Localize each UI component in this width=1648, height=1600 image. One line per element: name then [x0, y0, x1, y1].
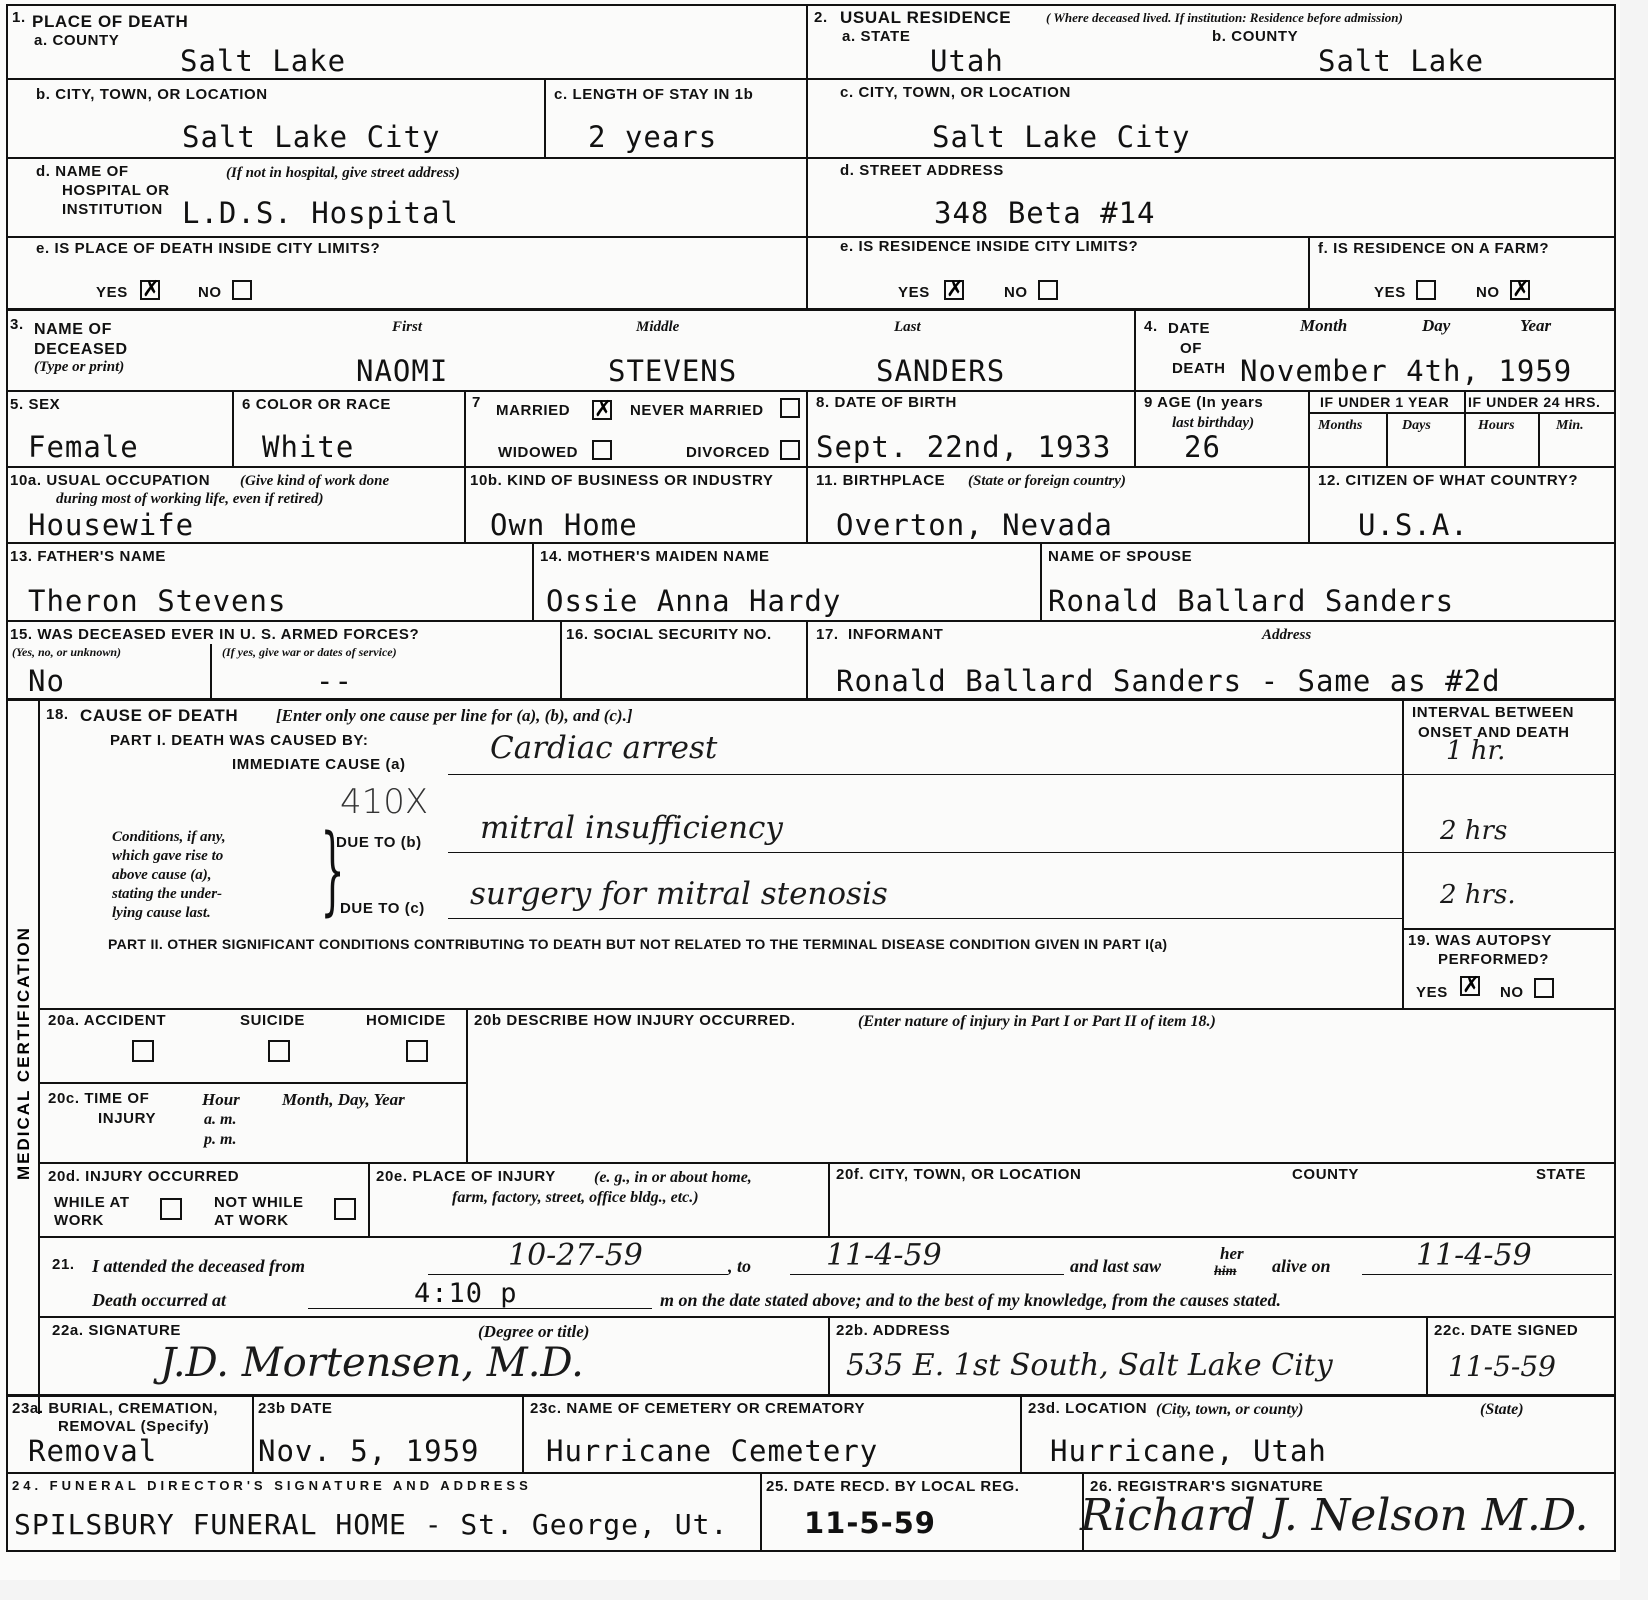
cemetery-location-note: (City, town, or county)	[1156, 1401, 1304, 1418]
funeral-director: SPILSBURY FUNERAL HOME - St. George, Ut.	[14, 1508, 729, 1541]
residence-state: Utah	[930, 44, 1004, 78]
suicide-checkbox[interactable]	[268, 1040, 290, 1062]
place-of-death-heading: PLACE OF DEATH	[32, 12, 189, 31]
am-label: a. m.	[204, 1111, 237, 1128]
place-of-injury-label: 20e. PLACE OF INJURY	[376, 1168, 556, 1185]
informant-label: INFORMANT	[848, 626, 944, 643]
due-to-c-label: DUE TO (c)	[340, 900, 425, 917]
armed-forces-note-2: (If yes, give war or dates of service)	[222, 645, 397, 659]
name-label-2: DECEASED	[34, 341, 128, 358]
homicide-label: HOMICIDE	[366, 1012, 446, 1029]
hours-label: Hours	[1478, 418, 1515, 433]
attended-from: 10-27-59	[508, 1238, 643, 1273]
describe-injury-note: (Enter nature of injury in Part I or Part II of item 18.)	[858, 1013, 1216, 1030]
age-label-1: 9 AGE (In years	[1144, 394, 1264, 411]
registrar-signature: Richard J. Nelson M.D.	[1080, 1490, 1589, 1541]
residence-note: ( Where deceased lived. If institution: Residence before admission)	[1046, 10, 1403, 25]
cause-of-death-heading: CAUSE OF DEATH	[80, 706, 239, 725]
business: Own Home	[490, 508, 638, 542]
date-label-2: OF	[1180, 340, 1203, 357]
residence-limits-label: e. IS RESIDENCE INSIDE CITY LIMITS?	[840, 238, 1139, 255]
not-while-work-1: NOT WHILE	[214, 1194, 304, 1211]
farm-label: f. IS RESIDENCE ON A FARM?	[1318, 240, 1550, 257]
no-label: NO	[198, 284, 222, 301]
under-24-label: IF UNDER 24 HRS.	[1468, 394, 1601, 410]
divorced-checkbox[interactable]	[780, 440, 800, 460]
pm-label: p. m.	[204, 1131, 237, 1148]
burial-date-label: 23b DATE	[258, 1400, 333, 1417]
not-while-work-2: AT WORK	[214, 1212, 289, 1229]
physician-address-label: 22b. ADDRESS	[836, 1322, 951, 1339]
street-address: 348 Beta #14	[934, 196, 1156, 230]
informant: Ronald Ballard Sanders - Same as #2d	[836, 664, 1501, 698]
item-3-number: 3.	[10, 316, 24, 333]
residence-city-label: c. CITY, TOWN, OR LOCATION	[840, 84, 1071, 101]
injury-city-label: 20f. CITY, TOWN, OR LOCATION	[836, 1166, 1082, 1183]
hospital-name: L.D.S. Hospital	[182, 196, 459, 230]
interval-label-2: ONSET AND DEATH	[1418, 724, 1570, 741]
residence-county: Salt Lake	[1318, 44, 1485, 78]
item-1-number: 1.	[12, 9, 26, 26]
divorced-label: DIVORCED	[686, 444, 770, 461]
autopsy-no-label: NO	[1500, 984, 1524, 1001]
immediate-cause: Cardiac arrest	[490, 730, 718, 766]
armed-forces: No	[28, 664, 65, 698]
first-label: First	[392, 319, 423, 335]
cemetery-name: Hurricane Cemetery	[546, 1434, 879, 1468]
sex: Female	[28, 430, 139, 464]
place-of-injury-note-1: (e. g., in or about home,	[594, 1169, 752, 1186]
item-17-number: 17.	[816, 626, 839, 643]
residence-state-label: a. STATE	[842, 28, 911, 45]
burial-date: Nov. 5, 1959	[258, 1434, 480, 1468]
conditions-line-3: above cause (a),	[112, 867, 212, 883]
due-to-b-label: DUE TO (b)	[336, 834, 422, 851]
item-4-number: 4.	[1144, 318, 1158, 335]
time-of-death: 4:10 p	[414, 1278, 518, 1309]
degree-label: (Degree or title)	[478, 1322, 590, 1341]
date-received: 11-5-59	[804, 1506, 936, 1540]
last-label: Last	[894, 319, 921, 335]
length-of-stay: 2 years	[588, 120, 718, 154]
accident-label: 20a. ACCIDENT	[48, 1012, 167, 1029]
not-while-work-checkbox[interactable]	[334, 1198, 356, 1220]
describe-injury-label: 20b DESCRIBE HOW INJURY OCCURRED.	[474, 1012, 796, 1029]
business-label: 10b. KIND OF BUSINESS OR INDUSTRY	[470, 472, 774, 489]
accident-checkbox[interactable]	[132, 1040, 154, 1062]
physician-signature: J.D. Mortensen, M.D.	[160, 1340, 584, 1386]
conditions-line-5: lying cause last.	[112, 905, 211, 921]
immediate-cause-label: IMMEDIATE CAUSE (a)	[232, 756, 406, 773]
cemetery-location-label: 23d. LOCATION	[1028, 1400, 1148, 1417]
autopsy-no-checkbox[interactable]	[1534, 978, 1554, 998]
residence-limits-yes-checkbox[interactable]: ✗	[946, 277, 965, 302]
attestation-text: m on the date stated above; and to the best of my knowledge, from the causes stated.	[660, 1290, 1281, 1310]
physician-address: 535 E. 1st South, Salt Lake City	[846, 1348, 1333, 1383]
race-label: 6 COLOR OR RACE	[242, 396, 392, 413]
residence-county-label: b. COUNTY	[1212, 28, 1299, 45]
street-address-label: d. STREET ADDRESS	[840, 162, 1004, 179]
to-label: , to	[728, 1256, 752, 1276]
armed-forces-label: 15. WAS DECEASED EVER IN U. S. ARMED FORCES?	[10, 626, 420, 643]
her-label: her	[1220, 1244, 1244, 1263]
while-at-work-1: WHILE AT	[54, 1194, 130, 1211]
place-of-injury-note-2: farm, factory, street, office bldg., etc.)	[452, 1189, 699, 1206]
time-of-injury-label-1: 20c. TIME OF	[48, 1090, 150, 1107]
injury-occurred-label: 20d. INJURY OCCURRED	[48, 1168, 240, 1185]
citizen-label: 12. CITIZEN OF WHAT COUNTRY?	[1318, 472, 1579, 489]
death-city: Salt Lake City	[182, 120, 441, 154]
autopsy-label-2: PERFORMED?	[1438, 951, 1549, 968]
hospital-label-2: HOSPITAL OR	[62, 182, 170, 199]
conditions-line-4: stating the under-	[112, 886, 223, 902]
date-signed: 11-5-59	[1448, 1350, 1556, 1383]
occupation-note-2: during most of working life, even if retired)	[56, 491, 324, 507]
year-label: Year	[1520, 316, 1552, 335]
due-to-b: mitral insufficiency	[480, 810, 783, 846]
min-label: Min.	[1556, 418, 1584, 433]
days-label: Days	[1402, 418, 1431, 433]
mother-maiden-name: Ossie Anna Hardy	[546, 584, 842, 618]
yes-label: YES	[96, 284, 128, 301]
day-label: Day	[1422, 316, 1451, 335]
injury-state-label: STATE	[1536, 1166, 1586, 1183]
race: White	[262, 430, 355, 464]
death-county: Salt Lake	[180, 44, 347, 78]
age-label-2: last birthday)	[1172, 415, 1255, 431]
date-label-3: DEATH	[1172, 360, 1226, 377]
autopsy-label-1: 19. WAS AUTOPSY	[1408, 932, 1553, 949]
cemetery-location: Hurricane, Utah	[1050, 1434, 1327, 1468]
last-saw-label: and last saw	[1070, 1256, 1162, 1276]
death-limits-yes-checkbox[interactable]: ✗	[142, 277, 161, 302]
residence-city: Salt Lake City	[932, 120, 1191, 154]
injury-county-label: COUNTY	[1292, 1166, 1359, 1183]
attended-to: 11-4-59	[826, 1238, 942, 1273]
death-limits-no-checkbox[interactable]	[232, 280, 252, 300]
bracket: }	[320, 814, 345, 926]
armed-forces-note-1: (Yes, no, or unknown)	[12, 645, 122, 659]
cemetery-state-label: (State)	[1480, 1401, 1524, 1418]
date-label-1: DATE	[1168, 320, 1211, 337]
occupation-note-1: (Give kind of work done	[240, 473, 390, 489]
hospital-label-3: INSTITUTION	[62, 201, 163, 218]
cause-note: [Enter only one cause per line for (a), (b), and (c).]	[276, 706, 633, 725]
autopsy-yes-checkbox[interactable]: ✗	[1462, 973, 1481, 998]
ssn-label: 16. SOCIAL SECURITY NO.	[566, 626, 772, 643]
yes-label: YES	[1374, 284, 1406, 301]
married-checkbox[interactable]: ✗	[594, 397, 613, 422]
date-received-label: 25. DATE RECD. BY LOCAL REG.	[766, 1478, 1020, 1495]
item-18-number: 18.	[46, 706, 69, 723]
interval-label-1: INTERVAL BETWEEN	[1412, 704, 1575, 721]
occupation: Housewife	[28, 508, 195, 542]
hospital-label-1: d. NAME OF	[36, 163, 129, 180]
month-day-year-label: Month, Day, Year	[282, 1090, 405, 1109]
signature-label: 22a. SIGNATURE	[52, 1322, 181, 1339]
birthplace: Overton, Nevada	[836, 508, 1113, 542]
never-married-label: NEVER MARRIED	[630, 402, 764, 419]
last-seen-alive: 11-4-59	[1416, 1238, 1532, 1273]
date-signed-label: 22c. DATE SIGNED	[1434, 1322, 1579, 1339]
farm-yes-checkbox[interactable]	[1416, 280, 1436, 300]
length-of-stay-label: c. LENGTH OF STAY IN 1b	[554, 86, 754, 103]
birthplace-note: (State or foreign country)	[968, 473, 1126, 489]
time-of-injury-label-2: INJURY	[98, 1110, 157, 1127]
spouse-label: NAME OF SPOUSE	[1048, 548, 1193, 565]
father-label: 13. FATHER'S NAME	[10, 548, 167, 565]
never-married-checkbox[interactable]	[780, 398, 800, 418]
medical-certification-side-label: MEDICAL CERTIFICATION	[14, 926, 33, 1180]
while-at-work-checkbox[interactable]	[160, 1198, 182, 1220]
middle-name: STEVENS	[608, 354, 738, 388]
homicide-checkbox[interactable]	[406, 1040, 428, 1062]
no-label: NO	[1476, 284, 1500, 301]
death-occurred-label: Death occurred at	[92, 1290, 226, 1310]
last-name: SANDERS	[876, 354, 1006, 388]
suicide-label: SUICIDE	[240, 1012, 306, 1029]
residence-heading: USUAL RESIDENCE	[840, 8, 1012, 27]
alive-on-label: alive on	[1272, 1256, 1331, 1276]
hospital-note: (If not in hospital, give street address)	[226, 165, 460, 181]
farm-no-checkbox[interactable]: ✗	[1512, 277, 1531, 302]
cause-code: 410X	[340, 782, 429, 822]
conditions-line-2: which gave rise to	[112, 848, 224, 864]
item-21-number: 21.	[52, 1256, 75, 1273]
sex-label: 5. SEX	[10, 396, 61, 413]
widowed-label: WIDOWED	[498, 444, 579, 461]
cemetery-label: 23c. NAME OF CEMETERY OR CREMATORY	[530, 1400, 866, 1417]
widowed-checkbox[interactable]	[592, 440, 612, 460]
month-label: Month	[1300, 316, 1348, 335]
middle-label: Middle	[636, 319, 680, 335]
name-label-3: (Type or print)	[34, 359, 125, 375]
months-label: Months	[1318, 418, 1363, 433]
hour-label: Hour	[202, 1090, 240, 1109]
father-name: Theron Stevens	[28, 584, 287, 618]
birthplace-label: 11. BIRTHPLACE	[816, 472, 946, 489]
due-to-c-interval: 2 hrs.	[1440, 880, 1516, 910]
disposition: Removal	[28, 1434, 158, 1468]
autopsy-yes-label: YES	[1416, 984, 1448, 1001]
part2-label: PART II. OTHER SIGNIFICANT CONDITIONS CONTRIBUTING TO DEATH BUT NOT RELATED TO THE TERMINAL DISEASE CONDITION GIVEN IN PART I(a)	[108, 936, 1168, 952]
funeral-director-label: 24. FUNERAL DIRECTOR'S SIGNATURE AND ADDRESS	[12, 1478, 532, 1493]
conditions-line-1: Conditions, if any,	[112, 829, 226, 845]
yes-label: YES	[898, 284, 930, 301]
dob-label: 8. DATE OF BIRTH	[816, 394, 957, 411]
occupation-label: 10a. USUAL OCCUPATION	[10, 472, 211, 489]
first-name: NAOMI	[356, 354, 449, 388]
no-label: NO	[1004, 284, 1028, 301]
registrar-label: 26. REGISTRAR'S SIGNATURE	[1090, 1478, 1324, 1495]
county-label: a. COUNTY	[34, 32, 120, 49]
date-of-birth: Sept. 22nd, 1933	[816, 430, 1112, 464]
citizenship: U.S.A.	[1358, 508, 1469, 542]
immediate-interval: 1 hr.	[1446, 736, 1506, 766]
death-inside-limits-label: e. IS PLACE OF DEATH INSIDE CITY LIMITS?	[36, 240, 381, 257]
service-dates: --	[316, 664, 353, 698]
age: 26	[1184, 430, 1221, 464]
item-7-number: 7	[472, 394, 481, 411]
part1-label: PART I. DEATH WAS CAUSED BY:	[110, 732, 369, 749]
burial-label-1: 23a. BURIAL, CREMATION,	[12, 1400, 219, 1417]
burial-label-2: REMOVAL (Specify)	[58, 1418, 210, 1435]
him-label: him	[1214, 1264, 1237, 1279]
item-2-number: 2.	[814, 9, 828, 26]
date-of-death: November 4th, 1959	[1240, 354, 1573, 388]
married-label: MARRIED	[496, 402, 571, 419]
mother-label: 14. MOTHER'S MAIDEN NAME	[540, 548, 770, 565]
due-to-c: surgery for mitral stenosis	[470, 876, 888, 912]
death-city-label: b. CITY, TOWN, OR LOCATION	[36, 86, 268, 103]
while-at-work-2: WORK	[54, 1212, 104, 1229]
under-year-label: IF UNDER 1 YEAR	[1320, 394, 1450, 410]
attended-from-label: I attended the deceased from	[92, 1256, 305, 1276]
name-label-1: NAME OF	[34, 321, 112, 338]
informant-address-label: Address	[1262, 627, 1312, 643]
residence-limits-no-checkbox[interactable]	[1038, 280, 1058, 300]
due-to-b-interval: 2 hrs	[1440, 816, 1508, 846]
spouse-name: Ronald Ballard Sanders	[1048, 584, 1455, 618]
